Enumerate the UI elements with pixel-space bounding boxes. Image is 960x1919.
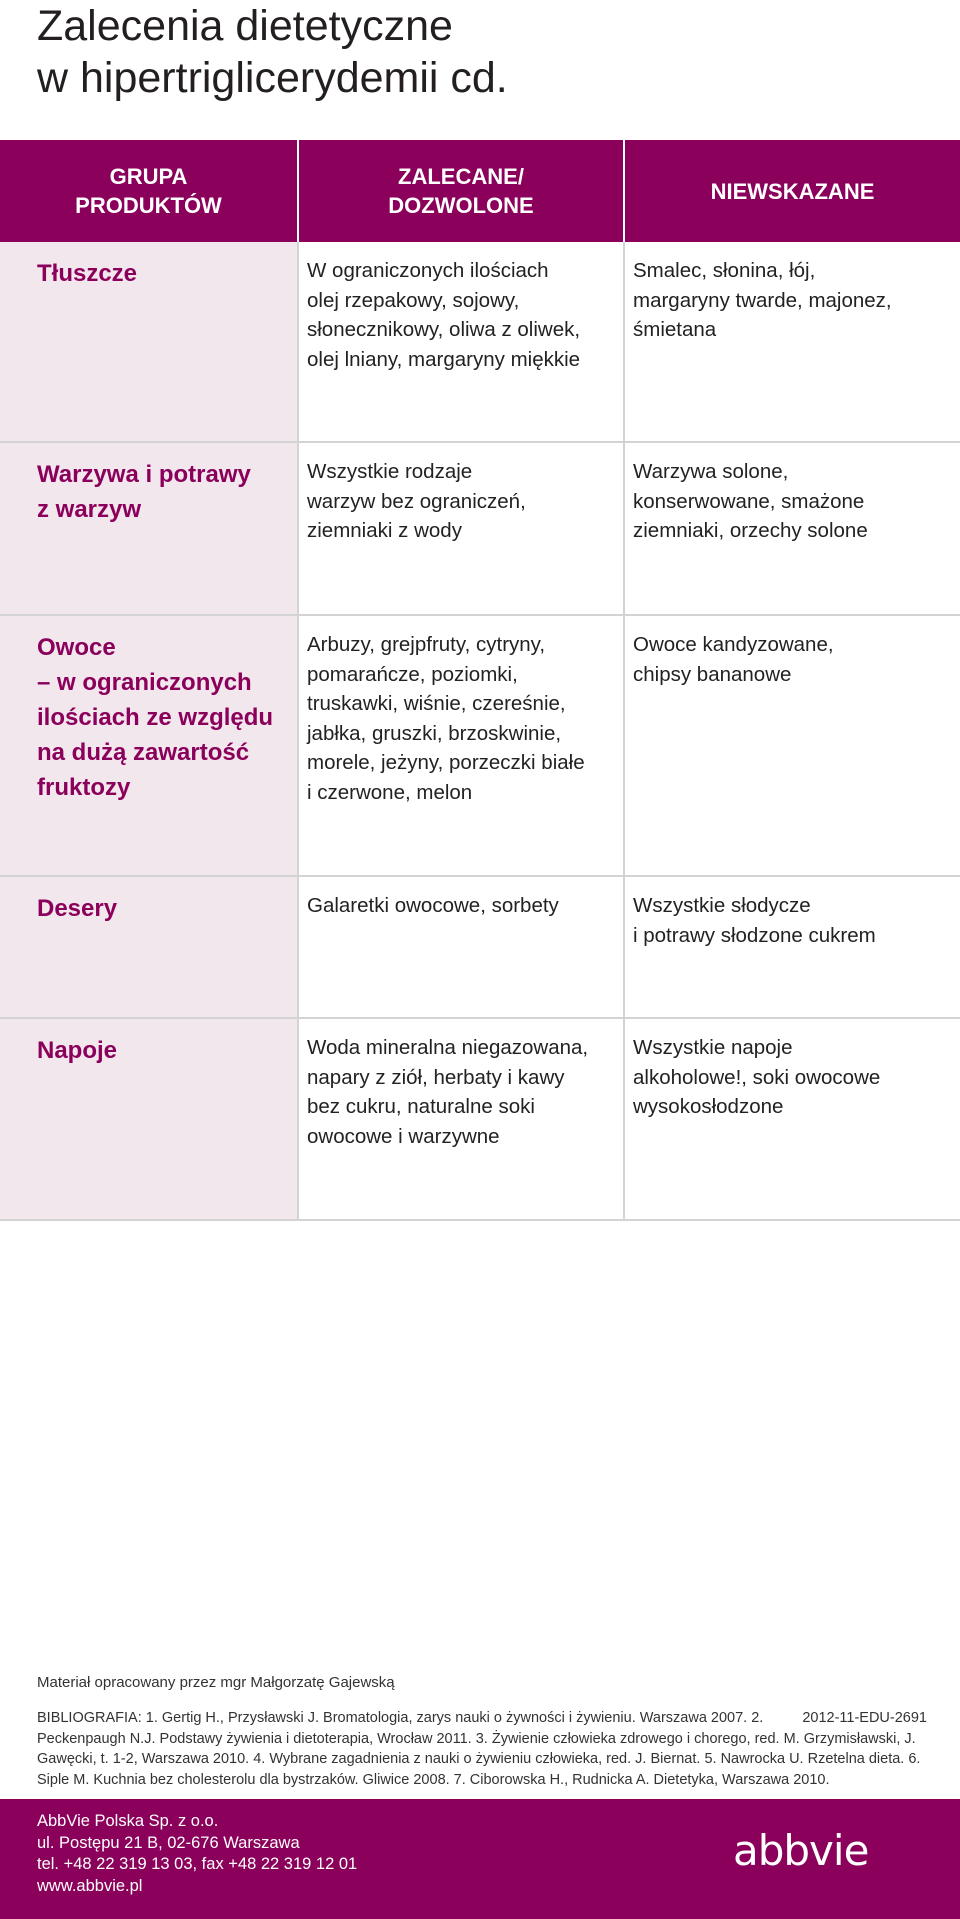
not-recommended-cell: Wszystkie napoje alkoholowe!, soki owocowe wysokosłodzone <box>624 1018 960 1220</box>
table-row <box>0 442 960 615</box>
page-title: Zalecenia dietetyczne w hipertriglicerydemii cd. <box>37 2 508 102</box>
bibliography-text: BIBLIOGRAFIA: 1. Gertig H., Przysławski J. Bromatologia, zarys nauki o żywności i żywieniu. Warszawa 2007. 2. Peckenpaugh N.J. Podstawy żywienia i dietoterapia, Wrocław 2011. 3. Żywienie człowieka zdrowego i chorego, red. M. Grzymisławski, J. Gawęcki, t. 1-2, Warszawa 2010. 4. Wybrane zagadnienia z nauki o żywieniu człowieka, red. J. Biernat. 5. Nawrocka U. Rzetelna dieta. 6. Siple M. Kuchnia bez cholesterolu dla bystrzaków. Gliwice 2008. 7. Ciborowska H., Rudnicka A. Dietetyka, Warszawa 2010. <box>37 1710 921 1788</box>
not-recommended-cell: Warzywa solone, konserwowane, smażone ziemniaki, orzechy solone <box>624 442 960 615</box>
product-group-cell: Warzywa i potrawy z warzyw <box>0 442 298 615</box>
table-row <box>0 876 960 1018</box>
allowed-cell: Woda mineralna niegazowana, napary z ziół, herbaty i kawy bez cukru, naturalne soki owocowe i warzywne <box>298 1018 624 1220</box>
header-not-recommended: NIEWSKAZANE <box>624 140 960 242</box>
document-code: 2012-11-EDU-2691 <box>802 1710 927 1726</box>
table-row <box>0 242 960 442</box>
author-note: Materiał opracowany przez mgr Małgorzatę Gajewską <box>37 1674 395 1691</box>
product-group-cell: Tłuszcze <box>0 242 298 442</box>
diet-recommendations-table <box>0 140 960 1221</box>
allowed-cell: Arbuzy, grejpfruty, cytryny, pomarańcze, poziomki, truskawki, wiśnie, czereśnie, jabłka, gruszki, brzoskwinie, morele, jeżyny, porzeczki białe i czerwone, melon <box>298 615 624 876</box>
table-row <box>0 1018 960 1220</box>
table-header-row <box>0 140 960 242</box>
product-group-cell: Desery <box>0 876 298 1018</box>
footer-bar <box>0 1799 960 1919</box>
header-allowed: ZALECANE/ DOZWOLONE <box>298 140 624 242</box>
company-address: AbbVie Polska Sp. z o.o. ul. Postępu 21 B, 02-676 Warszawa tel. +48 22 319 13 03, fax +48 22 319 12 01 www.abbvie.pl <box>37 1812 358 1895</box>
table-row <box>0 615 960 876</box>
not-recommended-cell: Owoce kandyzowane, chipsy bananowe <box>624 615 960 876</box>
product-group-cell: Napoje <box>0 1018 298 1220</box>
product-group-cell: Owoce – w ograniczonych ilościach ze względu na dużą zawartość fruktozy <box>0 615 298 876</box>
not-recommended-cell: Smalec, słonina, łój, margaryny twarde, majonez, śmietana <box>624 242 960 442</box>
abbvie-logo: abbvie <box>733 1826 869 1875</box>
allowed-cell: Wszystkie rodzaje warzyw bez ograniczeń, ziemniaki z wody <box>298 442 624 615</box>
header-product-group: GRUPA PRODUKTÓW <box>0 140 298 242</box>
allowed-cell: W ograniczonych ilościach olej rzepakowy, sojowy, słonecznikowy, oliwa z oliwek, olej lniany, margaryny miękkie <box>298 242 624 442</box>
bibliography <box>37 1708 927 1790</box>
allowed-cell: Galaretki owocowe, sorbety <box>298 876 624 1018</box>
not-recommended-cell: Wszystkie słodycze i potrawy słodzone cukrem <box>624 876 960 1018</box>
